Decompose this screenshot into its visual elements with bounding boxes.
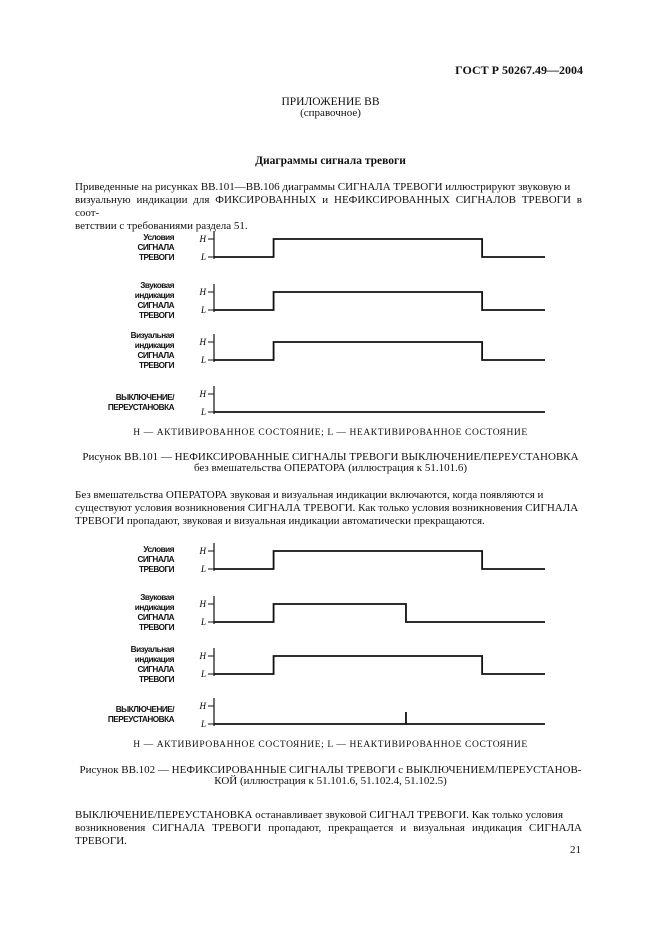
fig1-signal-label-1-line: индикация bbox=[134, 291, 174, 300]
fig1-signal-label-3-line: ПЕРЕУСТАНОВКА bbox=[107, 403, 174, 412]
fig2-h-label-0: H bbox=[199, 546, 206, 556]
fig2-signal-label-3-line: ПЕРЕУСТАНОВКА bbox=[107, 715, 174, 724]
fig2-signal-label-1-line: Звуковая bbox=[140, 593, 174, 602]
fig2-l-label-1: L bbox=[200, 617, 206, 627]
fig1-l-label-3: L bbox=[200, 407, 206, 417]
fig1-h-label-1: H bbox=[199, 287, 206, 297]
standard-number: ГОСТ Р 50267.49—2004 bbox=[455, 63, 583, 77]
fig1-signal-label-2-line: ТРЕВОГИ bbox=[138, 361, 174, 370]
figure1-caption-line-2: без вмешательства ОПЕРАТОРА (иллюстрация к 51.101.6) bbox=[193, 462, 468, 474]
fig2-signal-label-2-line: Визуальная bbox=[130, 645, 174, 654]
fig1-signal-label-0-line: Условия bbox=[143, 233, 174, 242]
appendix-title: ПРИЛОЖЕНИЕ ВВ bbox=[281, 96, 380, 108]
fig2-signal-label-3-line: ВЫКЛЮЧЕНИЕ/ bbox=[115, 705, 174, 714]
fig2-h-label-1: H bbox=[199, 599, 206, 609]
middle-line-3: ТРЕВОГИ пропадают, звуковая и визуальная индикации автоматически прекращаются. bbox=[75, 515, 485, 527]
fig2-signal-1 bbox=[214, 604, 545, 622]
fig2-signal-label-1-line: СИГНАЛА bbox=[137, 613, 174, 622]
fig1-signal-label-1-line: СИГНАЛА bbox=[137, 301, 174, 310]
fig2-signal-label-0-line: Условия bbox=[143, 545, 174, 554]
fig2-h-label-2: H bbox=[199, 651, 206, 661]
intro-line-3: ветствии с требованиями раздела 51. bbox=[75, 220, 248, 232]
figure2-legend: H — АКТИВИРОВАННОЕ СОСТОЯНИЕ; L — НЕАКТИВИРОВАННОЕ СОСТОЯНИЕ bbox=[133, 740, 528, 750]
page-number: 21 bbox=[570, 844, 581, 856]
section-heading: Диаграммы сигнала тревоги bbox=[255, 155, 406, 167]
figure1-caption-line-1: Рисунок ВВ.101 — НЕФИКСИРОВАННЫЕ СИГНАЛЫ ТРЕВОГИ ВЫКЛЮЧЕНИЕ/ПЕРЕУСТАНОВКА bbox=[82, 451, 579, 463]
fig1-signal-label-1-line: Звуковая bbox=[140, 281, 174, 290]
fig2-signal-0 bbox=[214, 551, 545, 569]
fig2-l-label-0: L bbox=[200, 564, 206, 574]
fig2-signal-label-1-line: индикация bbox=[134, 603, 174, 612]
fig2-signal-label-0-line: СИГНАЛА bbox=[137, 555, 174, 564]
fig2-signal-2 bbox=[214, 656, 545, 674]
fig1-l-label-0: L bbox=[200, 252, 206, 262]
appendix-subtitle: (справочное) bbox=[300, 107, 361, 119]
fig2-l-label-3: L bbox=[200, 719, 206, 729]
fig1-h-label-0: H bbox=[199, 234, 206, 244]
fig1-signal-1 bbox=[214, 292, 545, 310]
fig1-signal-label-1-line: ТРЕВОГИ bbox=[138, 311, 174, 320]
closing-line-2: возникновения СИГНАЛА ТРЕВОГИ пропадают, прекращается и визуальная индикация СИГНАЛА ТРЕВОГИ. bbox=[75, 822, 582, 847]
fig2-signal-label-2-line: ТРЕВОГИ bbox=[138, 675, 174, 684]
fig1-signal-label-3-line: ВЫКЛЮЧЕНИЕ/ bbox=[115, 393, 174, 402]
fig1-signal-label-2-line: СИГНАЛА bbox=[137, 351, 174, 360]
fig1-signal-label-0-line: ТРЕВОГИ bbox=[138, 253, 174, 262]
fig1-signal-label-2-line: индикация bbox=[134, 341, 174, 350]
middle-line-1: Без вмешательства ОПЕРАТОРА звуковая и визуальная индикации включаются, когда появляются и bbox=[75, 489, 544, 501]
figure2-caption-line-1: Рисунок ВВ.102 — НЕФИКСИРОВАННЫЕ СИГНАЛЫ ТРЕВОГИ с ВЫКЛЮЧЕНИЕМ/ПЕРЕУСТАНОВ- bbox=[79, 764, 582, 776]
fig2-signal-label-2-line: индикация bbox=[134, 655, 174, 664]
fig1-signal-2 bbox=[214, 342, 545, 360]
closing-line-1: ВЫКЛЮЧЕНИЕ/ПЕРЕУСТАНОВКА останавливает звуковой СИГНАЛ ТРЕВОГИ. Как только условия bbox=[75, 809, 564, 821]
fig1-l-label-1: L bbox=[200, 305, 206, 315]
fig1-h-label-2: H bbox=[199, 337, 206, 347]
intro-line-1: Приведенные на рисунках ВВ.101—ВВ.106 диаграммы СИГНАЛА ТРЕВОГИ иллюстрируют звуковую и bbox=[75, 181, 571, 193]
fig2-signal-label-2-line: СИГНАЛА bbox=[137, 665, 174, 674]
figure1-legend: H — АКТИВИРОВАННОЕ СОСТОЯНИЕ; L — НЕАКТИВИРОВАННОЕ СОСТОЯНИЕ bbox=[133, 428, 528, 438]
fig1-signal-label-2-line: Визуальная bbox=[130, 331, 174, 340]
middle-line-2: существуют условия возникновения СИГНАЛА ТРЕВОГИ. Как только условия возникновения СИГНАЛА bbox=[75, 502, 579, 514]
fig1-l-label-2: L bbox=[200, 355, 206, 365]
fig2-l-label-2: L bbox=[200, 669, 206, 679]
fig2-signal-label-1-line: ТРЕВОГИ bbox=[138, 623, 174, 632]
fig1-signal-0 bbox=[214, 239, 545, 257]
intro-line-2: визуальную индикации для ФИКСИРОВАННЫХ и НЕФИКСИРОВАННЫХ СИГНАЛОВ ТРЕВОГИ в соот- bbox=[75, 194, 582, 219]
fig1-h-label-3: H bbox=[199, 389, 206, 399]
fig2-h-label-3: H bbox=[199, 701, 206, 711]
figure2-caption-line-2: КОЙ (иллюстрация к 51.101.6, 51.102.4, 51.102.5) bbox=[214, 775, 447, 787]
fig2-signal-label-0-line: ТРЕВОГИ bbox=[138, 565, 174, 574]
fig1-signal-label-0-line: СИГНАЛА bbox=[137, 243, 174, 252]
